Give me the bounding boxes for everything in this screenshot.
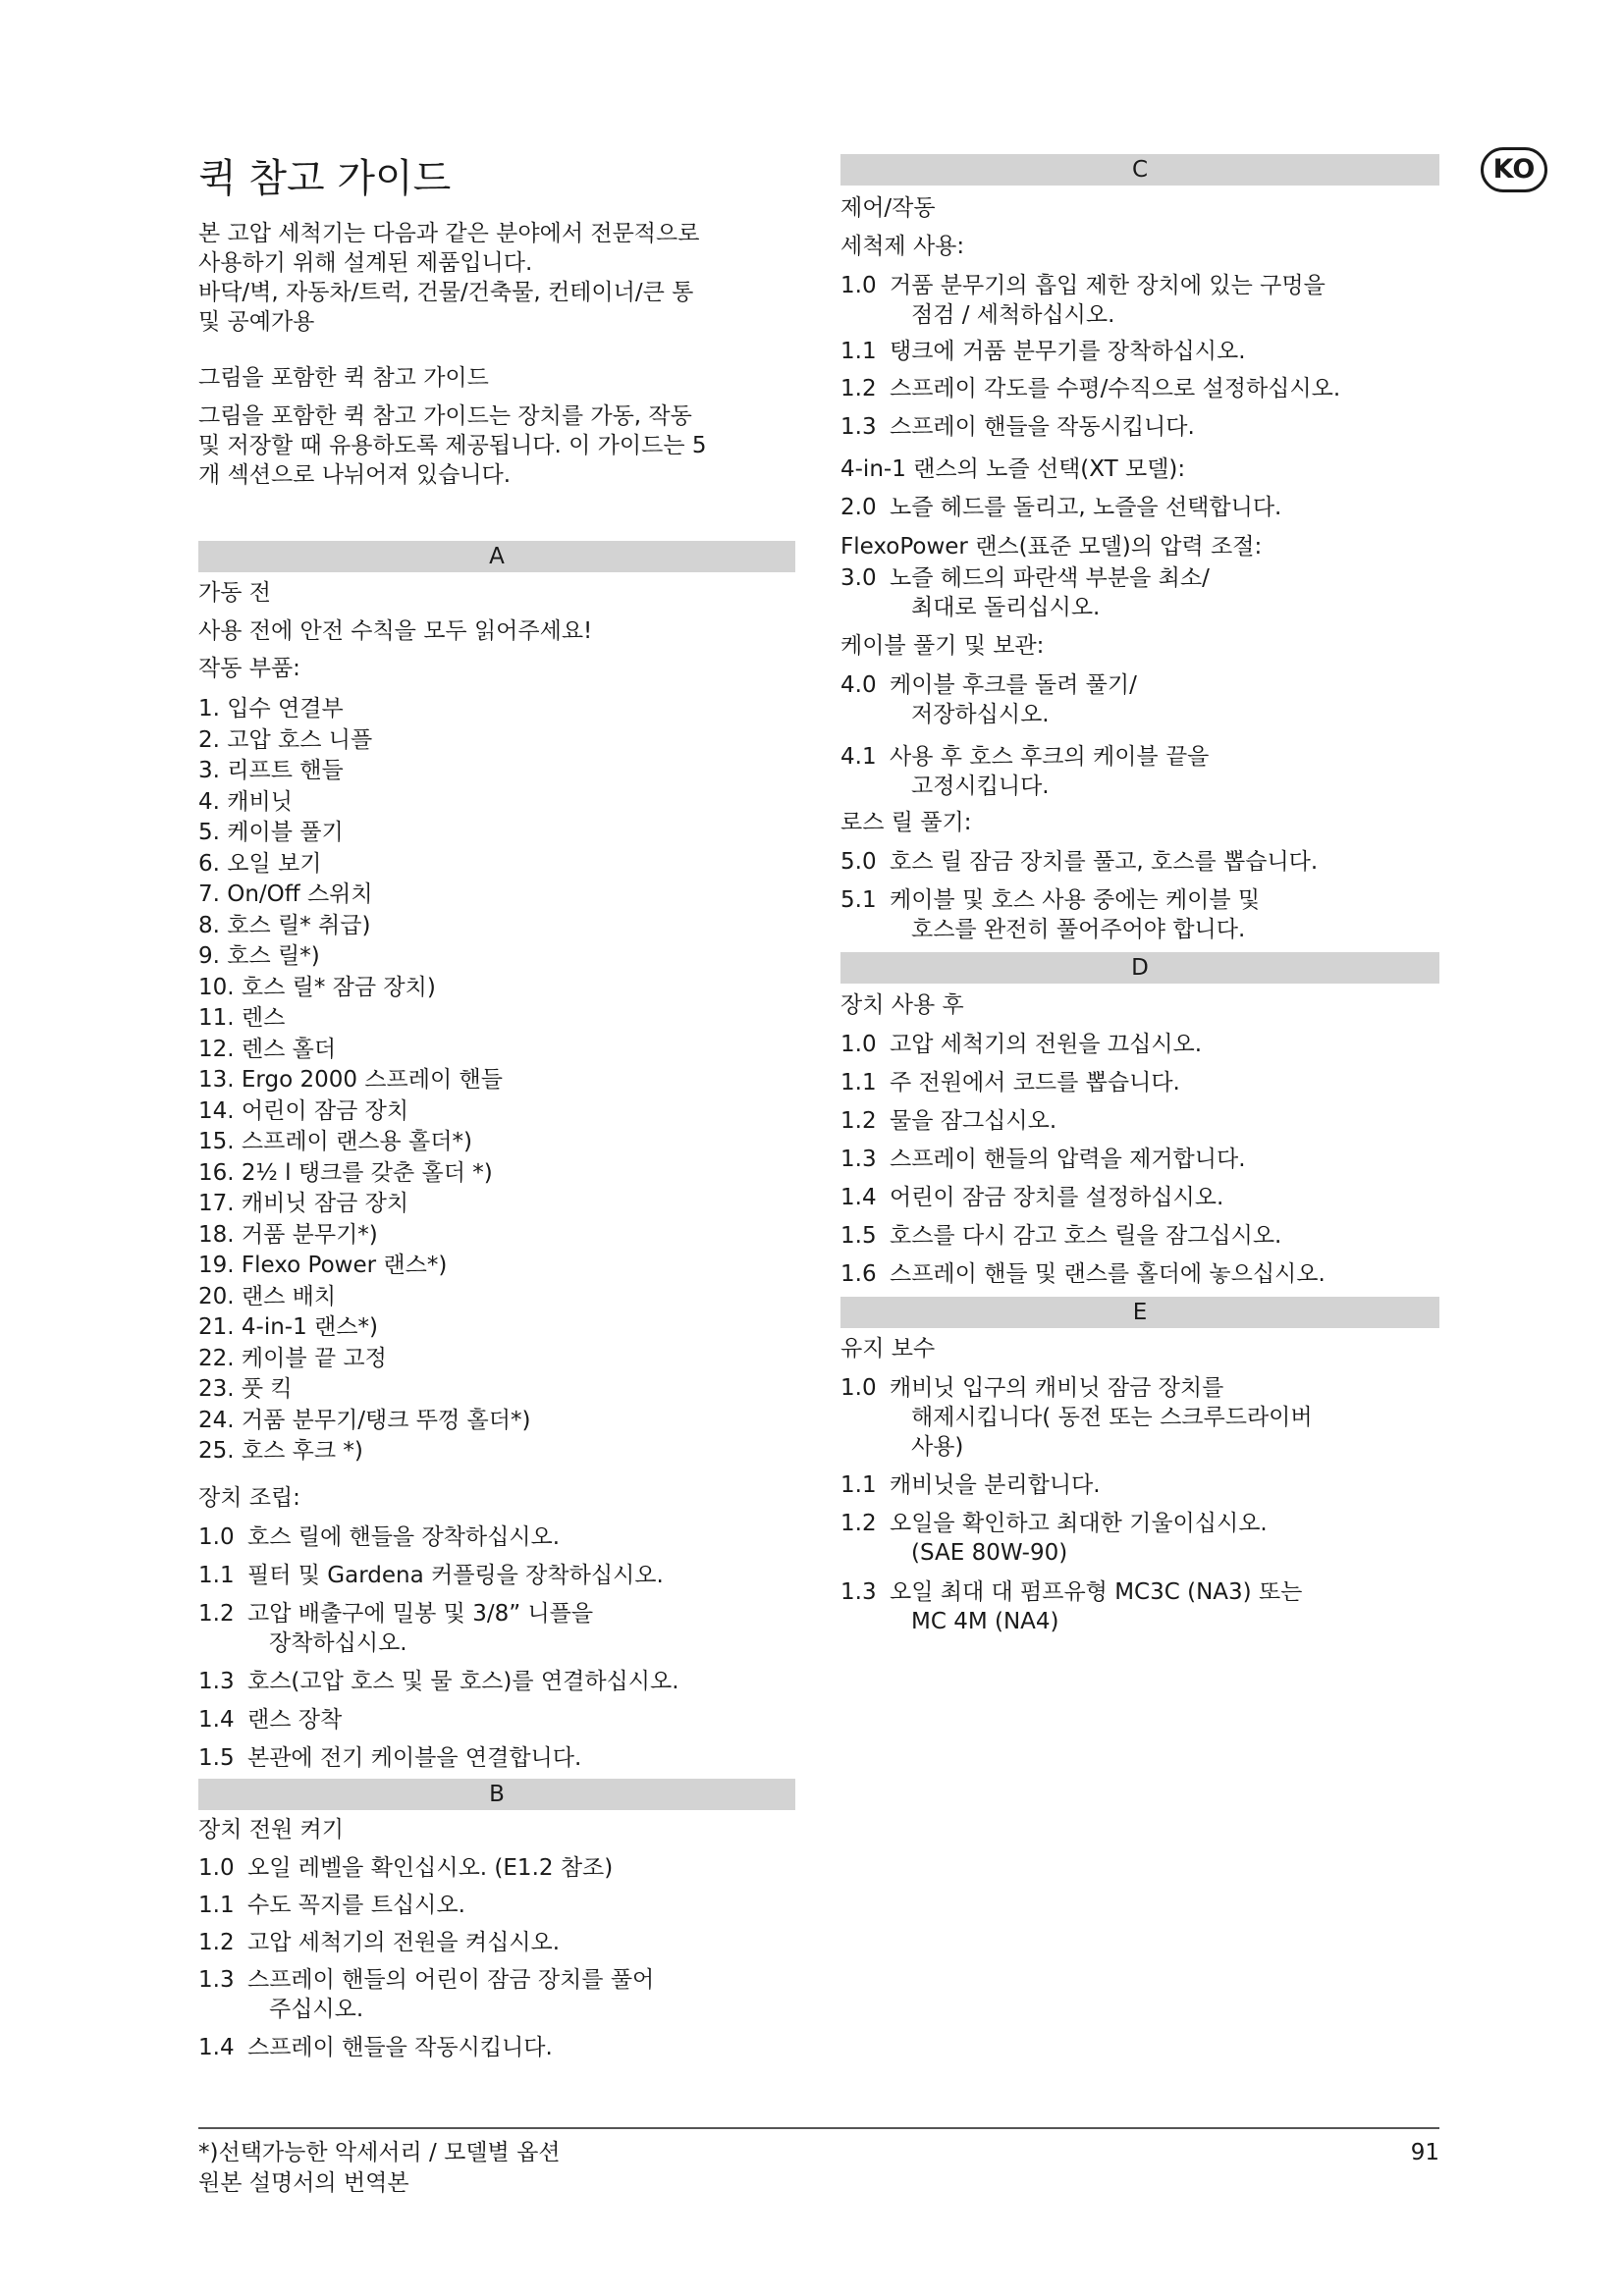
- step-item: 1.5 본관에 전기 케이블을 연결합니다.: [198, 1745, 582, 1771]
- reel-steps: [840, 847, 1318, 951]
- assembly-heading: 장치 조립:: [198, 1485, 300, 1511]
- list-item: 20. 랜스 배치: [198, 1283, 337, 1309]
- list-item: 1. 입수 연결부: [198, 696, 344, 721]
- list-item: 3. 리프트 핸들: [198, 758, 344, 783]
- section-d-heading: 장치 사용 후: [840, 992, 964, 1018]
- step-item: 1.3 오일 최대 대 펌프유형 MC3C (NA3) 또는 MC 4M (NA4): [840, 1579, 1303, 1634]
- flexo-heading: FlexoPower 랜스(표준 모델)의 압력 조절:: [840, 534, 1263, 560]
- section-b-steps: [198, 1853, 654, 2070]
- list-item: 2. 고압 호스 니플: [198, 726, 373, 753]
- step-item: 1.6 스프레이 핸들 및 랜스를 홀더에 놓으십시오.: [840, 1261, 1326, 1287]
- footer-divider: [198, 2127, 1439, 2129]
- step-item: 1.0 고압 세척기의 전원을 끄십시오.: [840, 1032, 1203, 1057]
- list-item: 21. 4-in-1 랜스*): [198, 1314, 378, 1340]
- list-item: 10. 호스 릴* 잠금 장치): [198, 974, 436, 1000]
- section-d-bar: D: [840, 952, 1439, 984]
- step-item: 5.0 호스 릴 잠금 장치를 풀고, 호스를 뽑습니다.: [840, 849, 1319, 875]
- list-item: 24. 거품 분무기/탱크 뚜껑 홀더*): [198, 1407, 531, 1433]
- step-item: 1.1 수도 꼭지를 트십시오.: [198, 1893, 465, 1918]
- step-item: 1.3 스프레이 핸들의 압력을 제거합니다.: [840, 1147, 1246, 1172]
- list-item: 7. On/Off 스위치: [198, 881, 373, 907]
- list-item: 8. 호스 릴* 취급): [198, 912, 371, 938]
- guide-heading: 그림을 포함한 퀵 참고 가이드: [198, 365, 489, 391]
- step-item: 1.2 고압 세척기의 전원을 켜십시오.: [198, 1930, 561, 1955]
- nozzle-steps: [840, 493, 1281, 530]
- step-item: 1.2 물을 잠그십시오.: [840, 1108, 1057, 1134]
- safety-notice: 사용 전에 안전 수칙을 모두 읽어주세요!: [198, 618, 593, 644]
- step-item: 4.0 케이블 후크를 돌려 풀기/ 저장하십시오.: [840, 672, 1137, 727]
- step-item: 1.4 랜스 장착: [198, 1707, 343, 1733]
- section-c-bar: C: [840, 154, 1439, 186]
- step-item: 1.4 어린이 잠금 장치를 설정하십시오.: [840, 1185, 1224, 1210]
- section-d-steps: [840, 1030, 1326, 1298]
- step-item: 3.0 노즐 헤드의 파란색 부분을 최소/ 최대로 돌리십시오.: [840, 565, 1210, 620]
- step-item: 1.0 거품 분무기의 흡입 제한 장치에 있는 구멍을 점검 / 세척하십시오.: [840, 273, 1326, 328]
- step-item: 1.1 탱크에 거품 분무기를 장착하십시오.: [840, 339, 1246, 364]
- detergent-steps: [840, 271, 1340, 450]
- section-a-bar: A: [198, 541, 795, 572]
- list-item: 16. 2½ l 탱크를 갖춘 홀더 *): [198, 1159, 493, 1186]
- step-item: 2.0 노즐 헤드를 돌리고, 노즐을 선택합니다.: [840, 495, 1282, 520]
- section-e-steps: [840, 1373, 1313, 1646]
- page-title: 퀵 참고 가이드: [198, 156, 452, 201]
- list-item: 12. 렌스 홀더: [198, 1036, 337, 1062]
- section-b-bar: B: [198, 1779, 795, 1810]
- footnote: *)선택가능한 악세서리 / 모델별 옵션 원본 설명서의 번역본: [198, 2140, 561, 2196]
- list-item: 19. Flexo Power 랜스*): [198, 1253, 448, 1278]
- assembly-steps: [198, 1522, 679, 1782]
- step-item: 1.5 호스를 다시 감고 호스 릴을 잠그십시오.: [840, 1223, 1282, 1249]
- list-item: 9. 호스 릴*): [198, 943, 320, 969]
- step-item: 1.3 스프레이 핸들을 작동시킵니다.: [840, 414, 1195, 440]
- guide-paragraph: 그림을 포함한 퀵 참고 가이드는 장치를 가동, 작동 및 저장할 때 유용하도록 제공됩니다. 이 가이드는 5 개 섹션으로 나뉘어져 있습니다.: [198, 403, 707, 488]
- step-item: 1.2 오일을 확인하고 최대한 기울이십시오. (SAE 80W-90): [840, 1511, 1268, 1566]
- page-number: 91: [1410, 2140, 1439, 2165]
- step-item: 4.1 사용 후 호스 후크의 케이블 끝을 고정시킵니다.: [840, 744, 1210, 799]
- list-item: 15. 스프레이 랜스용 홀더*): [198, 1129, 472, 1154]
- step-item: 1.1 캐비닛을 분리합니다.: [840, 1472, 1101, 1498]
- list-item: 13. Ergo 2000 스프레이 핸들: [198, 1067, 503, 1093]
- step-item: 1.2 스프레이 각도를 수평/수직으로 설정하십시오.: [840, 376, 1341, 401]
- list-item: 4. 캐비닛: [198, 788, 293, 815]
- reel-heading: 로스 릴 풀기:: [840, 810, 972, 835]
- step-item: 1.4 스프레이 핸들을 작동시킵니다.: [198, 2035, 553, 2060]
- section-e-bar: E: [840, 1297, 1439, 1328]
- step-item: 1.3 스프레이 핸들의 어린이 잠금 장치를 풀어 주십시오.: [198, 1967, 655, 2022]
- parts-heading: 작동 부품:: [198, 656, 300, 681]
- step-item: 1.0 호스 릴에 핸들을 장착하십시오.: [198, 1524, 561, 1550]
- intro-paragraph: 본 고압 세척기는 다음과 같은 분야에서 전문적으로 사용하기 위해 설계된 제품입니다. 바닥/벽, 자동차/트럭, 건물/건축물, 컨테이너/큰 통 및 공예가용: [198, 221, 700, 335]
- list-item: 14. 어린이 잠금 장치: [198, 1097, 409, 1124]
- list-item: 6. 오일 보기: [198, 850, 322, 877]
- list-item: 25. 호스 후크 *): [198, 1438, 363, 1464]
- detergent-heading: 세척제 사용:: [840, 234, 965, 259]
- step-item: 5.1 케이블 및 호스 사용 중에는 케이블 및 호스를 완전히 풀어주어야 합니다.: [840, 887, 1261, 942]
- parts-list: [198, 694, 530, 1468]
- list-item: 22. 케이블 끝 고정: [198, 1345, 387, 1371]
- section-e-heading: 유지 보수: [840, 1336, 936, 1362]
- cable-heading: 케이블 풀기 및 보관:: [840, 633, 1045, 659]
- list-item: 5. 케이블 풀기: [198, 820, 344, 845]
- list-item: 17. 캐비닛 잠금 장치: [198, 1191, 409, 1216]
- step-item: 1.2 고압 배출구에 밀봉 및 3/8” 니플을 장착하십시오.: [198, 1601, 594, 1656]
- cable-steps: [840, 670, 1209, 808]
- step-item: 1.0 오일 레벨을 확인십시오. (E1.2 참조): [198, 1855, 614, 1881]
- section-b-heading: 장치 전원 켜기: [198, 1817, 344, 1842]
- flexo-steps: [840, 563, 1210, 629]
- section-c-heading: 제어/작동: [840, 195, 936, 221]
- step-item: 1.3 호스(고압 호스 및 물 호스)를 연결하십시오.: [198, 1669, 679, 1694]
- list-item: 23. 풋 킥: [198, 1376, 293, 1402]
- step-item: 1.0 캐비닛 입구의 캐비닛 잠금 장치를 해제시킵니다( 동전 또는 스크루드라이버 사용): [840, 1375, 1313, 1460]
- nozzle-heading: 4-in-1 랜스의 노즐 선택(XT 모델):: [840, 456, 1186, 482]
- section-a-heading: 가동 전: [198, 580, 271, 606]
- list-item: 11. 렌스: [198, 1005, 286, 1031]
- list-item: 18. 거품 분무기*): [198, 1221, 378, 1248]
- step-item: 1.1 필터 및 Gardena 커플링을 장착하십시오.: [198, 1563, 664, 1588]
- step-item: 1.1 주 전원에서 코드를 뽑습니다.: [840, 1070, 1180, 1095]
- language-badge: KO: [1481, 147, 1547, 192]
